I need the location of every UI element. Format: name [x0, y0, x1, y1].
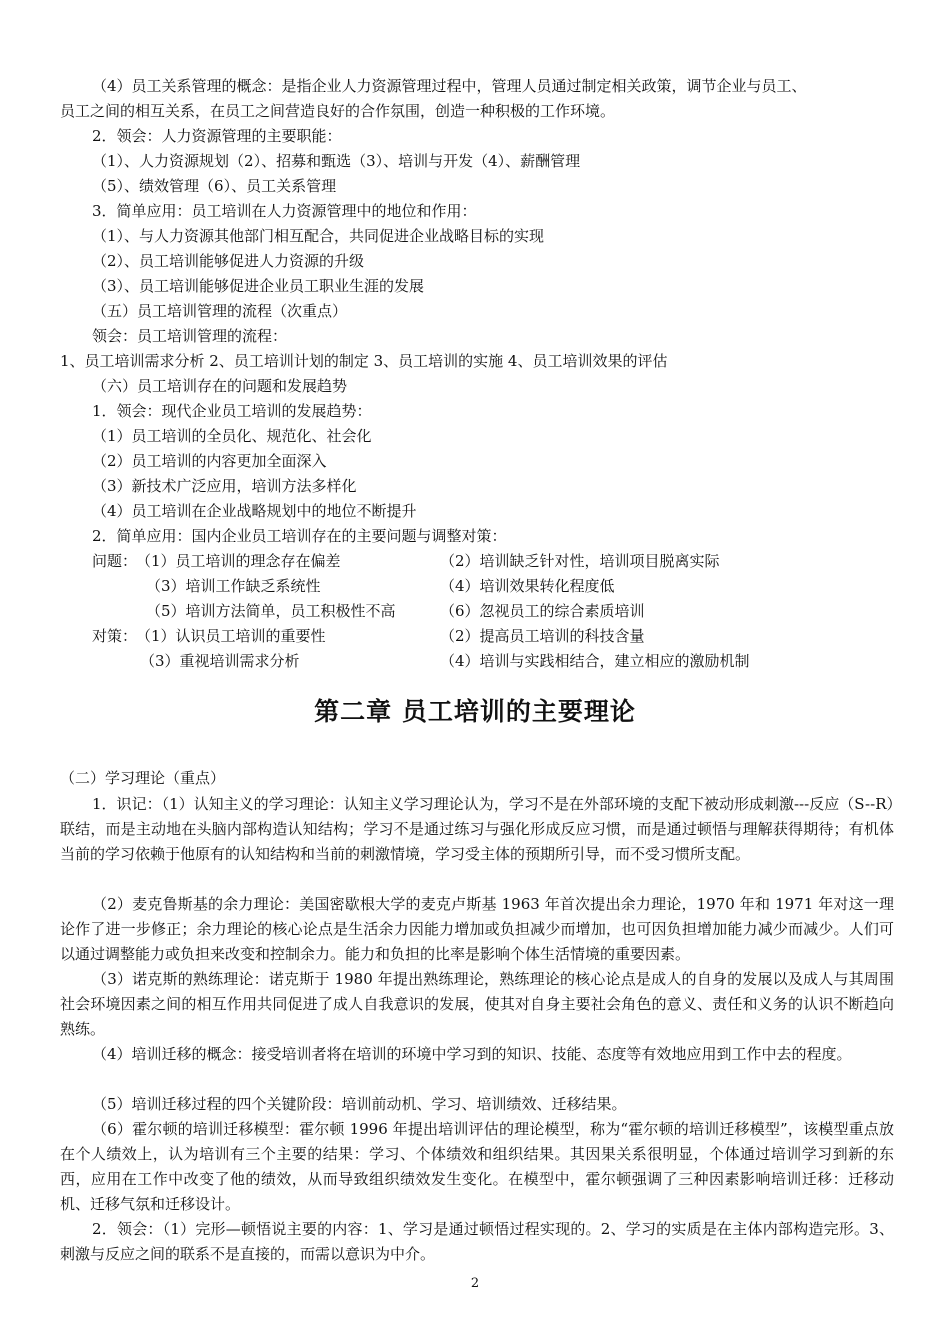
section-2-row-1: （1）、人力资源规划（2）、招募和甄选（3）、培训与开发（4）、薪酬管理: [92, 152, 581, 170]
section-6-subheading-2: 2．简单应用：国内企业员工培训存在的主要问题与调整对策：: [92, 527, 507, 545]
section-5-heading: （五）员工培训管理的流程（次重点）: [92, 302, 348, 320]
learning-paragraph-4: （4）培训迁移的概念：接受培训者将在培训的环境中学习到的知识、技能、态度等有效地应用到工作中去的程度。: [92, 1045, 852, 1063]
problem-item: （1）员工培训的理念存在偏差: [136, 552, 341, 570]
measure-item: （3）重视培训需求分析: [140, 652, 300, 670]
problems-label: 问题：: [92, 552, 138, 570]
learning-theory-heading: （二）学习理论（重点）: [60, 769, 226, 787]
section-5-subheading: 领会：员工培训管理的流程：: [92, 327, 288, 345]
problem-item: （3）培训工作缺乏系统性: [146, 577, 321, 595]
section-3-item: （3）、员工培训能够促进企业员工职业生涯的发展: [92, 277, 425, 295]
section-5-flow: 1、员工培训需求分析 2、员工培训计划的制定 3、员工培训的实施 4、员工培训效果的评估: [60, 352, 668, 370]
section-3-heading: 3．简单应用：员工培训在人力资源管理中的地位和作用：: [92, 202, 477, 220]
section-2-heading: 2．领会：人力资源管理的主要职能：: [92, 127, 342, 145]
section-3-item: （2）、员工培训能够促进人力资源的升级: [92, 252, 365, 270]
page-number: 2: [470, 1276, 480, 1291]
learning-paragraph-1: 1．识记：（1）认知主义的学习理论：认知主义学习理论认为，学习不是在外部环境的支配下被动形成刺激---反应（S--R）联结，而是主动地在头脑内部构造认知结构；学习不是通过练习与强化形成反应习惯，而是通过顿悟与理解获得期待；有机体当前的学习依赖于他原有的认知结构和当前的刺激情境，学习受主体的预期所引导，而不受习惯所支配。: [60, 795, 894, 863]
learning-paragraph-5: （5）培训迁移过程的四个关键阶段：培训前动机、学习、培训绩效、迁移结果。: [92, 1095, 627, 1113]
measure-item: （4）培训与实践相结合，建立相应的激励机制: [440, 652, 750, 670]
measures-label: 对策：: [92, 627, 138, 645]
trend-item: （4）员工培训在企业战略规划中的地位不断提升: [92, 502, 417, 520]
trend-item: （1）员工培训的全员化、规范化、社会化: [92, 427, 372, 445]
problem-item: （6）忽视员工的综合素质培训: [440, 602, 645, 620]
learning-paragraph-6: （6）霍尔顿的培训迁移模型：霍尔顿 1996 年提出培训评估的理论模型，称为“霍尔顿的培训迁移模型”，该模型重点放在个人绩效上，认为培训有三个主要的结果：学习、个体绩效和组织结果。其因果关系很明显，个体通过培训学习到新的东西，应用在工作中改变了他的绩效，从而导致组织绩效发生变化。在模型中，霍尔顿强调了三种因素影响培训迁移：迁移动机、迁移气氛和迁移设计。: [60, 1120, 894, 1213]
problem-item: （5）培训方法简单，员工积极性不高: [146, 602, 396, 620]
p4-line-1: （4）员工关系管理的概念：是指企业人力资源管理过程中，管理人员通过制定相关政策，调节企业与员工、: [92, 77, 807, 95]
section-6-subheading-1: 1．领会：现代企业员工培训的发展趋势：: [92, 402, 372, 420]
learning-paragraph-2: （2）麦克鲁斯基的余力理论：美国密歇根大学的麦克卢斯基 1963 年首次提出余力理论，1970 年和 1971 年对这一理论作了进一步修正；余力理论的核心论点是生活余力因能力增加或负担减少而增加，也可因负担增加能力减少而减少。人们可以通过调整能力或负担来改变和控制余力。能力和负担的比率是影响个体生活情境的重要因素。: [60, 895, 894, 963]
problem-item: （2）培训缺乏针对性，培训项目脱离实际: [440, 552, 720, 570]
chapter-title: 第二章 员工培训的主要理论: [314, 697, 636, 726]
section-6-heading: （六）员工培训存在的问题和发展趋势: [92, 377, 348, 395]
learning-paragraph-3: （3）诺克斯的熟练理论：诺克斯于 1980 年提出熟练理论，熟练理论的核心论点是成人的自身的发展以及成人与其周围社会环境因素之间的相互作用共同促进了成人自我意识的发展，使其对自身主要社会角色的意义、责任和义务的认识不断趋向熟练。: [60, 970, 894, 1038]
trend-item: （2）员工培训的内容更加全面深入: [92, 452, 327, 470]
measure-item: （1）认识员工培训的重要性: [136, 627, 326, 645]
p4-line-2: 员工之间的相互关系，在员工之间营造良好的合作氛围，创造一种积极的工作环境。: [60, 102, 616, 120]
section-3-item: （1）、与人力资源其他部门相互配合，共同促进企业战略目标的实现: [92, 227, 545, 245]
learning-paragraph-7: 2．领会：（1）完形—顿悟说主要的内容：1、学习是通过顿悟过程实现的。2、学习的实质是在主体内部构造完形。3、刺激与反应之间的联系不是直接的，而需以意识为中介。: [60, 1220, 894, 1263]
trend-item: （3）新技术广泛应用，培训方法多样化: [92, 477, 357, 495]
measure-item: （2）提高员工培训的科技含量: [440, 627, 645, 645]
problem-item: （4）培训效果转化程度低: [440, 577, 615, 595]
section-2-row-2: （5）、绩效管理（6）、员工关系管理: [92, 177, 337, 195]
